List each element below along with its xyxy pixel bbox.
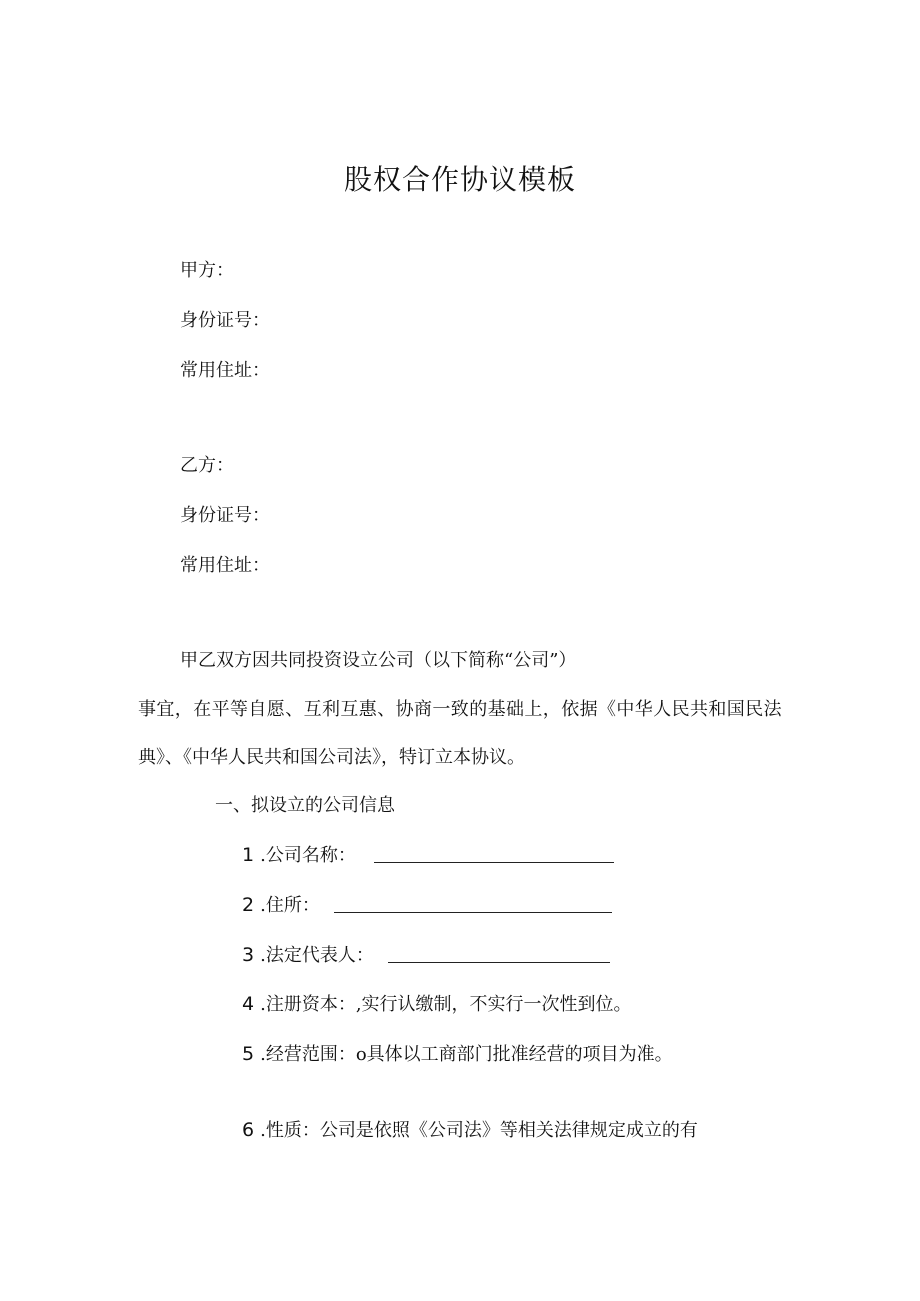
party-a-id-label: 身份证号： (180, 310, 270, 331)
item-label: .注册资本：,实行认缴制，不实行一次性到位。 (260, 994, 632, 1015)
preamble-line-1: 甲乙双方因共同投资设立公司（以下简称“公司”） (180, 650, 577, 671)
section-1-item-1 (242, 842, 614, 869)
party-a-name-label: 甲方： (180, 260, 234, 281)
item-number: 4 (242, 993, 255, 1015)
item-number: 5 (242, 1043, 255, 1065)
item-label: .法定代表人： (260, 945, 374, 966)
party-b-name-label: 乙方： (180, 455, 234, 476)
company-name-blank-line (374, 844, 614, 863)
item-number: 2 (242, 894, 255, 916)
item-number: 3 (242, 944, 255, 966)
section-1-item-3 (242, 942, 610, 969)
section-1-item-2 (242, 892, 612, 919)
item-number: 6 (242, 1119, 255, 1141)
preamble-line-2: 事宜，在平等自愿、互利互惠、协商一致的基础上，依据《中华人民共和国民法 (138, 699, 782, 720)
item-label: .经营范围：o具体以工商部门批准经营的项目为准。 (260, 1044, 673, 1065)
legal-representative-blank-line (388, 944, 610, 963)
item-label: .住所： (260, 895, 320, 916)
item-number: 1 (242, 844, 255, 866)
section-1-heading: 一、拟设立的公司信息 (215, 795, 395, 816)
document-title: 股权合作协议模板 (343, 163, 576, 196)
party-b-address-label: 常用住址： (180, 555, 270, 576)
party-b-id-label: 身份证号： (180, 505, 270, 526)
preamble-line-3: 典》、《中华人民共和国公司法》，特订立本协议。 (138, 747, 525, 768)
item-label: .公司名称： (260, 845, 356, 866)
section-1-item-6 (242, 1117, 698, 1144)
party-a-address-label: 常用住址： (180, 360, 270, 381)
section-1-item-5 (242, 1041, 673, 1068)
section-1-item-4 (242, 991, 632, 1018)
item-label: .性质：公司是依照《公司法》等相关法律规定成立的有 (260, 1120, 698, 1141)
address-blank-line (334, 894, 612, 913)
